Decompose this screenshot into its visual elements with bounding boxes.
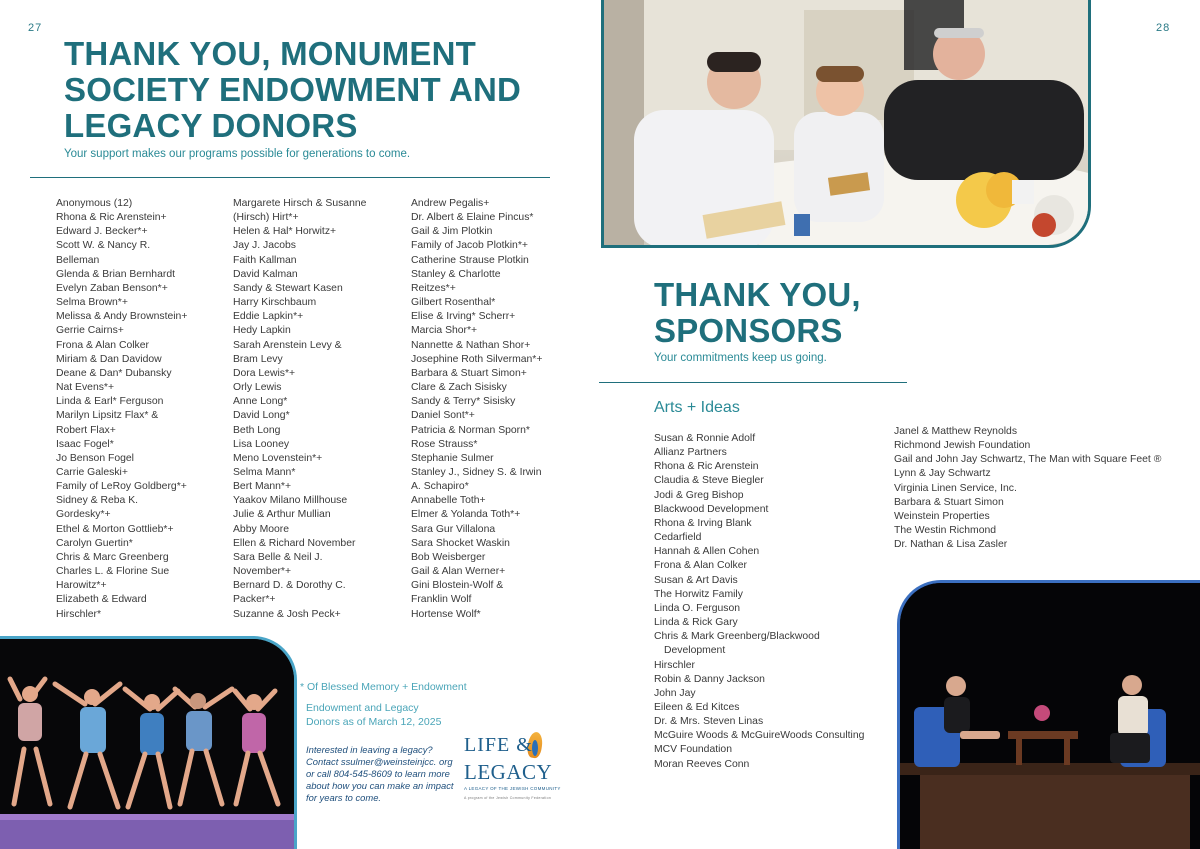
flame-inner-icon <box>532 740 538 756</box>
panel-discussion-photo <box>897 580 1200 849</box>
donors-title-emphasis: DONORS <box>211 107 358 144</box>
list-item: Selma Brown*+ <box>56 297 128 309</box>
list-item: Linda O. Ferguson <box>654 602 741 614</box>
list-item: A. Schapiro* <box>411 481 469 493</box>
list-item: Weinstein Properties <box>894 510 990 522</box>
donors-title-text: THANK YOU, MONUMENT SOCIETY ENDOWMENT AND LEGACY <box>64 35 522 144</box>
list-item: Nat Evens*+ <box>56 382 115 394</box>
list-item: Frona & Alan Colker <box>56 339 149 351</box>
donor-column-1 <box>56 197 187 622</box>
list-item: Belleman <box>56 254 100 266</box>
donors-title <box>64 36 544 144</box>
list-item: The Westin Richmond <box>894 525 997 537</box>
list-item: Susan & Ronnie Adolf <box>654 433 756 444</box>
sponsor-column-1 <box>654 432 864 772</box>
list-item: Cedarfield <box>654 532 702 544</box>
list-item: Yaakov Milano Millhouse <box>233 495 348 507</box>
list-item: Annabelle Toth+ <box>411 495 486 507</box>
list-item: Anne Long* <box>233 396 288 408</box>
list-item: Elise & Irving* Scherr+ <box>411 311 516 323</box>
list-item: Family of LeRoy Goldberg*+ <box>56 481 187 493</box>
list-item: Dr. Albert & Elaine Pincus* <box>411 212 534 224</box>
legend-symbols: * Of Blessed Memory + Endowment <box>300 681 467 693</box>
list-item: David Long* <box>233 410 290 422</box>
list-item: Linda & Rick Gary <box>654 617 738 629</box>
logo-tagline-secondary: A program of the Jewish Community Federation <box>464 796 552 800</box>
list-item: Sidney & Reba K. <box>56 495 139 507</box>
donors-divider <box>30 177 550 178</box>
dance-performance-photo <box>0 636 297 849</box>
list-item: Clare & Zach Sisisky <box>411 382 507 394</box>
list-item: Rhona & Irving Blank <box>654 517 752 529</box>
list-item: McGuire Woods & McGuireWoods Consulting <box>654 730 865 742</box>
list-item: Robin & Danny Jackson <box>654 673 765 685</box>
list-item: Scott W. & Nancy R. <box>56 240 151 252</box>
dinner-event-photo <box>601 0 1091 248</box>
list-item: Margarete Hirsch & Susanne <box>233 198 367 209</box>
list-item: Family of Jacob Plotkin*+ <box>411 240 528 252</box>
sponsors-divider <box>599 382 907 383</box>
list-item: Faith Kallman <box>233 254 297 266</box>
list-item: Sarah Arenstein Levy & <box>233 339 342 351</box>
list-item: Hannah & Allen Cohen <box>654 546 760 558</box>
list-item: Barbara & Stuart Simon+ <box>411 367 527 379</box>
list-item: Daniel Sont*+ <box>411 410 475 422</box>
logo-tagline: A LEGACY OF THE JEWISH COMMUNITY <box>464 786 561 791</box>
list-item: (Hirsch) Hirt*+ <box>233 212 299 224</box>
list-item: Stephanie Sulmer <box>411 452 494 464</box>
list-item: Deane & Dan* Dubansky <box>56 367 172 379</box>
list-item: Josephine Roth Silverman*+ <box>411 353 543 365</box>
list-item: Nannette & Nathan Shor+ <box>411 339 531 351</box>
list-item: Gail & Alan Werner+ <box>411 566 506 578</box>
list-item: Beth Long <box>233 424 281 436</box>
list-item: Gini Blostein-Wolf & <box>411 580 504 592</box>
list-item: Ethel & Morton Gottlieb*+ <box>56 523 174 535</box>
list-item: Hortense Wolf* <box>411 608 481 620</box>
list-item: Stanley J., Sidney S. & Irwin <box>411 466 542 478</box>
dinner-photo-illustration <box>604 0 1091 248</box>
list-item: November*+ <box>233 566 292 578</box>
list-item: Virginia Linen Service, Inc. <box>894 482 1017 494</box>
list-item: Meno Lovenstein*+ <box>233 452 323 464</box>
list-item: Glenda & Brian Bernhardt <box>56 268 175 280</box>
list-item: Dr. Nathan & Lisa Zasler <box>894 539 1008 551</box>
list-item: Hedy Lapkin <box>233 325 291 337</box>
legacy-call-to-action: Interested in leaving a legacy? Contact ssulmer@weinsteinjcc. org or call 804-545-8609 to learn more about how you can make an impact for years to come. <box>306 744 454 803</box>
list-item: Sandy & Terry* Sisisky <box>411 396 516 408</box>
donors-subtitle: Your support makes our programs possible for generations to come. <box>64 148 411 160</box>
sponsors-title-line1: THANK YOU, <box>654 276 861 313</box>
list-item: Helen & Hal* Horwitz+ <box>233 226 337 238</box>
list-item: Sandy & Stewart Kasen <box>233 282 343 294</box>
list-item: Carolyn Guertin* <box>56 537 133 549</box>
list-item: MCV Foundation <box>654 744 732 756</box>
list-item: Blackwood Development <box>654 503 769 515</box>
list-item: Gerrie Cairns+ <box>56 325 124 337</box>
sponsor-column-2 <box>894 425 1161 552</box>
list-item: Marilyn Lipsitz Flax* & <box>56 410 159 422</box>
list-item: Elmer & Yolanda Toth*+ <box>411 509 521 521</box>
list-item: Melissa & Andy Brownstein+ <box>56 311 188 323</box>
page-number-right: 28 <box>1156 22 1171 34</box>
list-item: Anonymous (12) <box>56 198 133 209</box>
list-item: Edward J. Becker*+ <box>56 226 148 238</box>
list-item: Susan & Art Davis <box>654 574 738 586</box>
list-item: Packer*+ <box>233 594 276 606</box>
list-item: Jodi & Greg Bishop <box>654 489 744 501</box>
list-item: Chris & Marc Greenberg <box>56 551 169 563</box>
list-item: Gail and John Jay Schwartz, The Man with Square Feet ® <box>894 454 1162 466</box>
list-item: Sara Gur Villalona <box>411 523 496 535</box>
list-item: Claudia & Steve Biegler <box>654 475 764 487</box>
list-item: Stanley & Charlotte <box>411 268 501 280</box>
list-item: Bernard D. & Dorothy C. <box>233 580 346 592</box>
donors-as-of-line1: Endowment and Legacy <box>306 702 419 714</box>
list-item: Dora Lewis*+ <box>233 367 296 379</box>
sponsors-title-line2: SPONSORS <box>654 312 843 349</box>
list-item: Hirschler <box>654 659 695 671</box>
list-item: Andrew Pegalis+ <box>411 198 490 209</box>
list-item: Barbara & Stuart Simon <box>894 496 1004 508</box>
sponsor-category-heading: Arts + Ideas <box>654 399 740 416</box>
list-item: Moran Reeves Conn <box>654 758 750 770</box>
list-item: Patricia & Norman Sporn* <box>411 424 530 436</box>
logo-line2: LEGACY <box>464 760 553 784</box>
list-item: Sara Belle & Neil J. <box>233 551 323 563</box>
donor-column-3 <box>411 197 542 622</box>
list-item: Harowitz*+ <box>56 580 107 592</box>
list-item: Eileen & Ed Kitces <box>654 701 740 713</box>
logo-line1: LIFE & <box>464 734 533 756</box>
life-and-legacy-logo <box>462 730 562 806</box>
list-item: Evelyn Zaban Benson*+ <box>56 282 168 294</box>
list-item: Selma Mann* <box>233 466 296 478</box>
list-item: Harry Kirschbaum <box>233 297 317 309</box>
list-item: David Kalman <box>233 268 298 280</box>
list-item: Gail & Jim Plotkin <box>411 226 493 238</box>
list-item: Development <box>664 645 726 657</box>
list-item: Eddie Lapkin*+ <box>233 311 304 323</box>
list-item: Janel & Matthew Reynolds <box>894 426 1018 437</box>
list-item: Gilbert Rosenthal* <box>411 297 496 309</box>
list-item: Jay J. Jacobs <box>233 240 296 252</box>
list-item: Ellen & Richard November <box>233 537 356 549</box>
list-item: Lisa Looney <box>233 438 290 450</box>
list-item: Gordesky*+ <box>56 509 111 521</box>
donors-as-of-line2: Donors as of March 12, 2025 <box>306 716 442 728</box>
list-item: Catherine Strause Plotkin <box>411 254 529 266</box>
list-item: Rhona & Ric Arenstein <box>654 461 759 473</box>
list-item: Rose Strauss* <box>411 438 478 450</box>
donor-column-2 <box>233 197 366 622</box>
list-item: Franklin Wolf <box>411 594 472 606</box>
list-item: Rhona & Ric Arenstein+ <box>56 212 167 224</box>
list-item: The Horwitz Family <box>654 588 743 600</box>
page-number-left: 27 <box>28 22 43 34</box>
list-item: Sara Shocket Waskin <box>411 537 510 549</box>
list-item: Suzanne & Josh Peck+ <box>233 608 341 620</box>
list-item: Jo Benson Fogel <box>56 452 134 464</box>
list-item: Isaac Fogel* <box>56 438 114 450</box>
list-item: Elizabeth & Edward <box>56 594 147 606</box>
list-item: Robert Flax+ <box>56 424 116 436</box>
list-item: Bob Weisberger <box>411 551 486 563</box>
list-item: Orly Lewis <box>233 382 282 394</box>
list-item: John Jay <box>654 687 696 699</box>
donors-as-of <box>306 701 441 729</box>
list-item: Julie & Arthur Mullian <box>233 509 331 521</box>
dance-photo-illustration <box>0 639 297 849</box>
list-item: Charles L. & Florine Sue <box>56 566 170 578</box>
sponsors-title <box>654 277 914 349</box>
list-item: Abby Moore <box>233 523 290 535</box>
list-item: Linda & Earl* Ferguson <box>56 396 164 408</box>
list-item: Bert Mann*+ <box>233 481 292 493</box>
list-item: Richmond Jewish Foundation <box>894 440 1031 452</box>
list-item: Carrie Galeski+ <box>56 466 128 478</box>
panel-photo-illustration <box>900 583 1200 849</box>
list-item: Allianz Partners <box>654 447 727 459</box>
list-item: Hirschler* <box>56 608 102 620</box>
list-item: Chris & Mark Greenberg/Blackwood <box>654 631 820 643</box>
list-item: Frona & Alan Colker <box>654 560 747 572</box>
list-item: Dr. & Mrs. Steven Linas <box>654 716 764 728</box>
list-item: Reitzes*+ <box>411 282 456 294</box>
list-item: Bram Levy <box>233 353 283 365</box>
list-item: Marcia Shor*+ <box>411 325 478 337</box>
list-item: Miriam & Dan Davidow <box>56 353 162 365</box>
sponsors-subtitle: Your commitments keep us going. <box>654 352 827 364</box>
list-item: Lynn & Jay Schwartz <box>894 468 991 480</box>
